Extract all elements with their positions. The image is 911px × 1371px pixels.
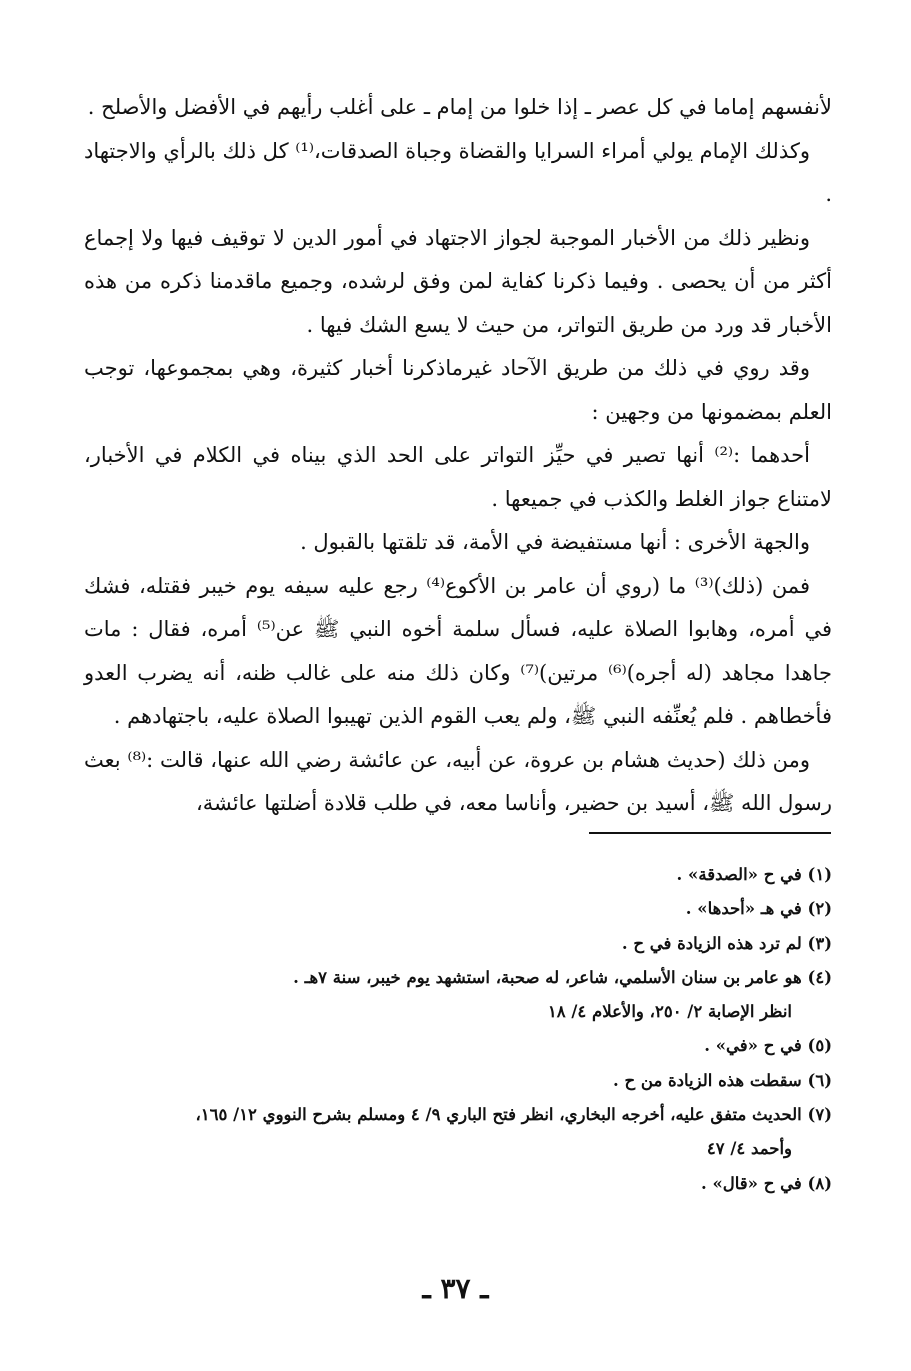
footnote-3: (٣) لم ترد هذه الزيادة في ح .: [621, 933, 832, 953]
paragraph-3: ونظير ذلك من الأخبار الموجبة لجواز الاجتهاد في أمور الدين لا توقيف فيها ولا إجماع أكثر من أن يحصى . وفيما ذكرنا كفاية لمن وفق لرشده، وجميع ماقدمنا ذكره من هذه الأخبار قد ورد من طريق التواتر، من حيث لا يسع الشك فيها .: [84, 225, 832, 337]
footnote-6: (٦) سقطت هذه الزيادة من ح .: [613, 1070, 832, 1090]
footnote-4-continuation: انظر الإصابة ٢/ ٢٥٠، والأعلام ٤/ ١٨: [547, 1002, 792, 1022]
paragraph-6: والجهة الأخرى : أنها مستفيضة في الأمة، قد تلقتها بالقبول .: [300, 530, 810, 554]
footnote-8: (٨) في ح «قال» .: [700, 1173, 832, 1193]
footnote-2: (٢) في هـ «أحدها» .: [685, 899, 832, 919]
main-text: [84, 86, 832, 826]
footnote-1: (١) في ح «الصدقة» .: [676, 865, 832, 884]
footnote-7-continuation: وأحمد ٤/ ٤٧: [706, 1139, 792, 1159]
footnote-divider: [589, 832, 831, 834]
paragraph-7: فمن (ذلك)⁽³⁾ ما (روي أن عامر بن الأكوع⁽⁴⁾ رجع عليه سيفه يوم خيبر فقتله، فشك في أمره، وهابوا الصلاة عليه، فسأل سلمة أخوه النبي ﷺ عن⁽⁵⁾ أمره، فقال : مات جاهدا مجاهد (له أجره)⁽⁶⁾ مرتين)⁽⁷⁾ وكان ذلك منه على غالب ظنه، أنه يضرب العدو فأخطاهم . فلم يُعنِّفه النبي ﷺ، ولم يعب القوم الذين تهيبوا الصلاة عليه، باجتهادهم .: [84, 573, 833, 728]
footnote-5: (٥) في ح «في» .: [704, 1036, 832, 1056]
footnotes: [84, 858, 832, 1201]
footnote-7: (٧) الحديث متفق عليه، أخرجه البخاري، انظر فتح الباري ٩/ ٤ ومسلم بشرح النووي ١٢/ ١٦٥،: [195, 1105, 832, 1125]
footnote-4: (٤) هو عامر بن سنان الأسلمي، شاعر، له صحبة، استشهد يوم خيبر، سنة ٧هـ .: [293, 967, 832, 987]
paragraph-1: لأنفسهم إماما في كل عصر ـ إذا خلوا من إمام ـ على أغلب رأيهم في الأفضل والأصلح .: [87, 95, 832, 119]
paragraph-5: أحدهما :⁽²⁾ أنها تصير في حيِّز التواتر على الحد الذي بيناه في الكلام في الأخبار، لامتناع جواز الغلط والكذب في جميعها .: [84, 443, 832, 511]
paragraph-8: ومن ذلك (حديث هشام بن عروة، عن أبيه، عن عائشة رضي الله عنها، قالت :⁽⁸⁾ بعث رسول الله ﷺ، أسيد بن حضير، وأناسا معه، في طلب قلادة أضلتها عائشة،: [84, 747, 832, 815]
paragraph-2: وكذلك الإمام يولي أمراء السرايا والقضاة وجباة الصدقات،⁽¹⁾ كل ذلك بالرأي والاجتهاد .: [84, 138, 832, 206]
paragraph-4: وقد روي في ذلك من طريق الآحاد غيرماذكرنا أخبار كثيرة، وهي بمجموعها، توجب العلم بمضمونها من وجهين :: [84, 356, 832, 424]
page-number: ـ ٣٧ ـ: [422, 1272, 489, 1305]
